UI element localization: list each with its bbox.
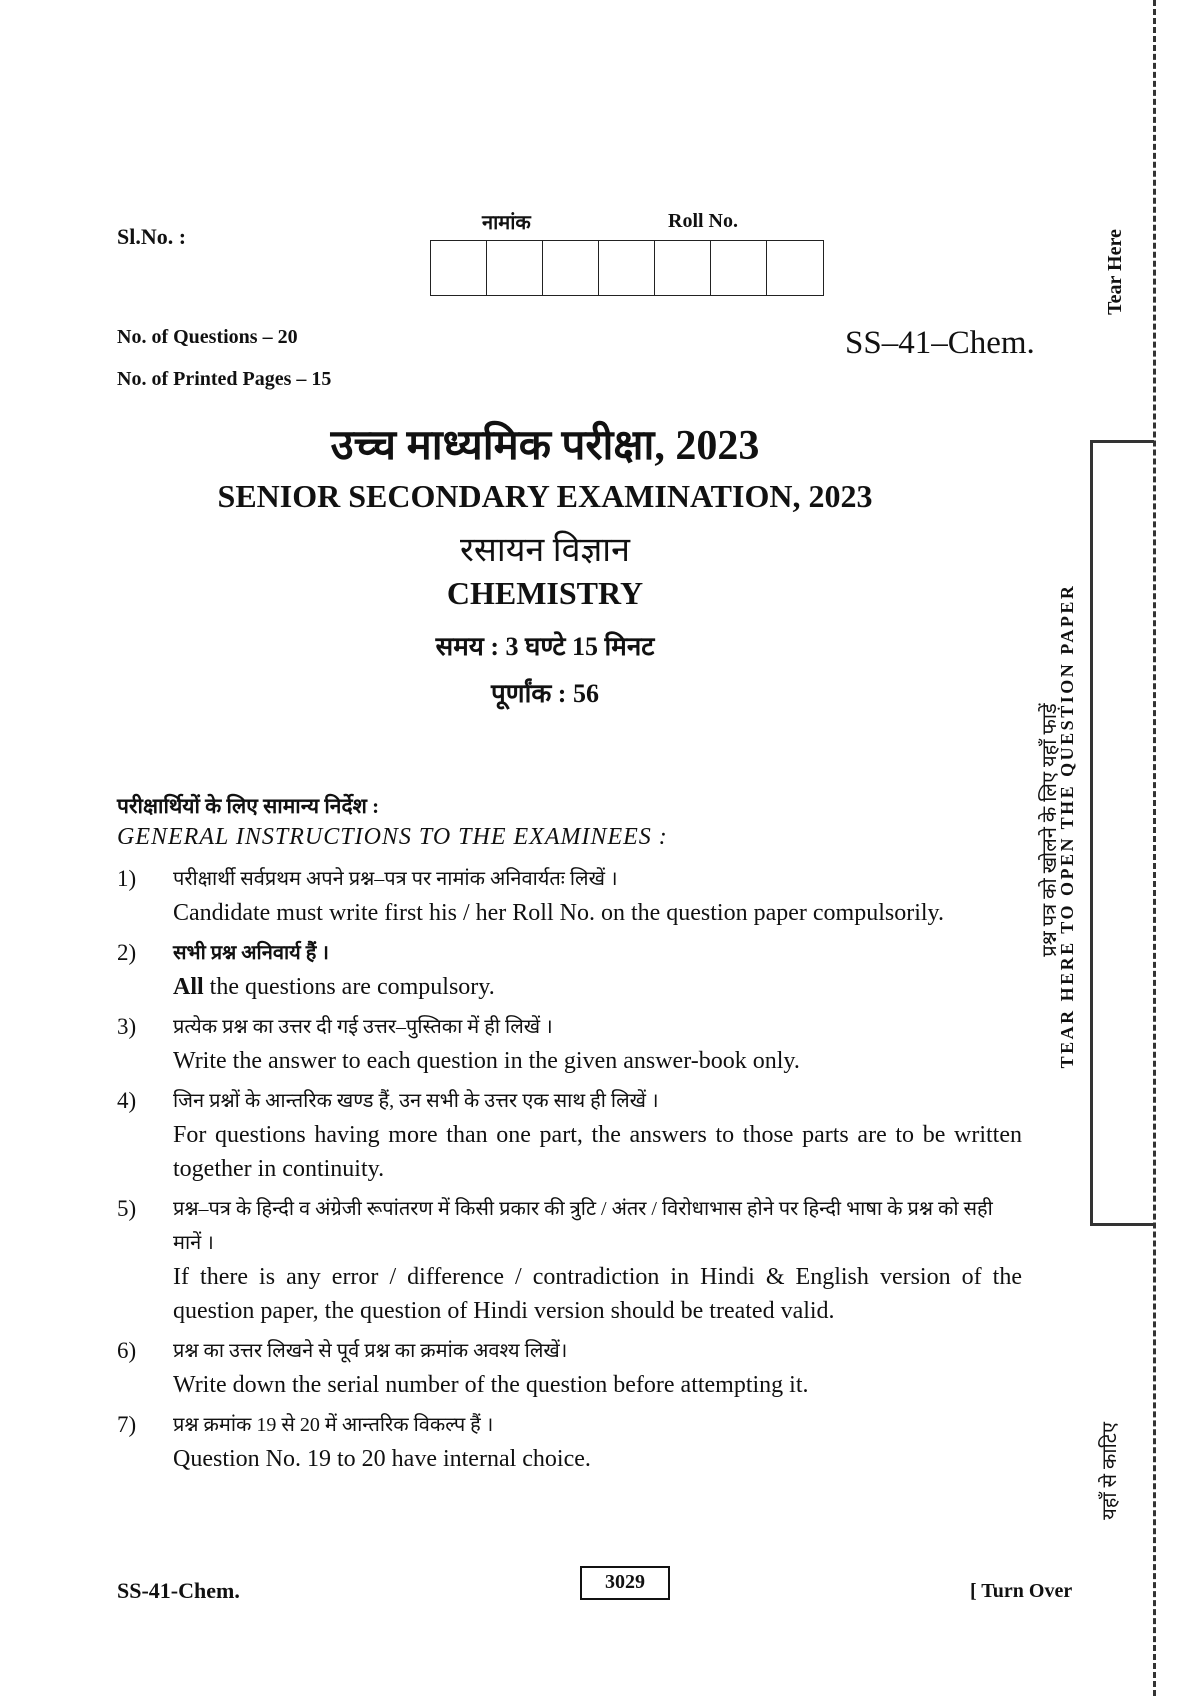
instruction-emphasis: All <box>173 974 204 1000</box>
instruction-number: 1) <box>117 866 137 891</box>
roll-number-label: Roll No. <box>668 210 738 232</box>
instruction-item <box>117 1334 1022 1402</box>
page-number-box: 3029 <box>580 1566 670 1600</box>
instruction-text-hindi: जिन प्रश्नों के आन्तरिक खण्ड हैं, उन सभी के उत्तर एक साथ ही लिखें । <box>173 1090 659 1112</box>
instructions-list <box>117 862 1022 1482</box>
instruction-text-english: Write the answer to each question in the given answer-book only. <box>173 1048 800 1074</box>
instruction-number: 6) <box>117 1338 137 1363</box>
instruction-text-hindi: प्रश्न क्रमांक 19 से 20 में आन्तरिक विकल्प हैं । <box>173 1414 494 1436</box>
instruction-text-hindi: प्रत्येक प्रश्न का उत्तर दी गई उत्तर–पुस्तिका में ही लिखें । <box>173 1016 553 1038</box>
instruction-text-hindi: परीक्षार्थी सर्वप्रथम अपने प्रश्न–पत्र पर नामांक अनिवार्यतः लिखें । <box>173 868 618 890</box>
roll-digit-box[interactable] <box>711 241 767 295</box>
exam-title-hindi: उच्च माध्यमिक परीक्षा, 2023 <box>330 423 760 469</box>
roll-digit-box[interactable] <box>767 241 823 295</box>
roll-number-boxes[interactable] <box>430 240 824 296</box>
instruction-text-english: Candidate must write first his / her Roll No. on the question paper compulsorily. <box>173 900 944 926</box>
tear-instruction-english: TEAR HERE TO OPEN THE QUESTION PAPER <box>1057 583 1077 1069</box>
instruction-text-hindi: प्रश्न–पत्र के हिन्दी व अंग्रेजी रूपांतरण में किसी प्रकार की त्रुटि / अंतर / विरोधाभास होने पर हिन्दी भाषा के प्रश्न को सही मानें । <box>173 1198 993 1254</box>
roll-digit-box[interactable] <box>655 241 711 295</box>
instruction-item <box>117 1010 1022 1078</box>
instruction-number: 4) <box>117 1088 137 1113</box>
instructions-heading-hindi: परीक्षार्थियों के लिए सामान्य निर्देश : <box>117 794 380 818</box>
instruction-number: 7) <box>117 1412 137 1437</box>
number-of-printed-pages: No. of Printed Pages – 15 <box>117 368 332 390</box>
subject-title-english: CHEMISTRY <box>446 575 644 611</box>
roll-digit-box[interactable] <box>431 241 487 295</box>
turn-over-label: [ Turn Over <box>970 1580 1073 1602</box>
instruction-text-english: If there is any error / difference / contradiction in Hindi & English version of the question paper, the question of Hindi version should be treated valid. <box>173 1264 1022 1324</box>
instruction-item <box>117 1408 1022 1476</box>
cut-here-label-hindi: यहाँ से काटिए <box>1099 1422 1121 1520</box>
instruction-item <box>117 862 1022 930</box>
instruction-item <box>117 936 1022 1004</box>
footer-paper-code: SS-41-Chem. <box>117 1578 240 1603</box>
exam-title-english: SENIOR SECONDARY EXAMINATION, 2023 <box>217 478 873 514</box>
tear-instruction-hindi: प्रश्न पत्र को खोलने के लिए यहाँ फाड़ें <box>1039 703 1061 957</box>
roll-digit-box[interactable] <box>599 241 655 295</box>
max-marks: पूर्णांक : 56 <box>491 679 599 708</box>
instruction-text-english: For questions having more than one part, the answers to those parts are to be written together in continuity. <box>173 1122 1022 1182</box>
tear-strip-frame <box>1090 440 1154 1226</box>
exam-duration: समय : 3 घण्टे 15 मिनट <box>435 632 655 661</box>
tear-here-label: Tear Here <box>1104 229 1126 315</box>
roll-number-label-hindi: नामांक <box>482 212 531 234</box>
instruction-text-hindi: प्रश्न का उत्तर लिखने से पूर्व प्रश्न का क्रमांक अवश्य लिखें। <box>173 1340 568 1362</box>
instruction-item <box>117 1084 1022 1186</box>
instruction-text-english: Question No. 19 to 20 have internal choice. <box>173 1446 591 1472</box>
instruction-text-english: Write down the serial number of the question before attempting it. <box>173 1372 809 1398</box>
instruction-item <box>117 1192 1022 1328</box>
instructions-heading-english: GENERAL INSTRUCTIONS TO THE EXAMINEES : <box>117 824 668 850</box>
roll-digit-box[interactable] <box>487 241 543 295</box>
roll-digit-box[interactable] <box>543 241 599 295</box>
serial-number-label: Sl.No. : <box>117 224 187 249</box>
subject-title-hindi: रसायन विज्ञान <box>460 532 630 569</box>
instruction-number: 5) <box>117 1196 137 1221</box>
number-of-questions: No. of Questions – 20 <box>117 326 298 348</box>
paper-code: SS–41–Chem. <box>845 325 1035 361</box>
instruction-text-english: the questions are compulsory. <box>203 974 495 1000</box>
instruction-number: 2) <box>117 940 137 965</box>
instruction-text-hindi: सभी प्रश्न अनिवार्य हैं । <box>173 942 329 964</box>
instruction-number: 3) <box>117 1014 137 1039</box>
